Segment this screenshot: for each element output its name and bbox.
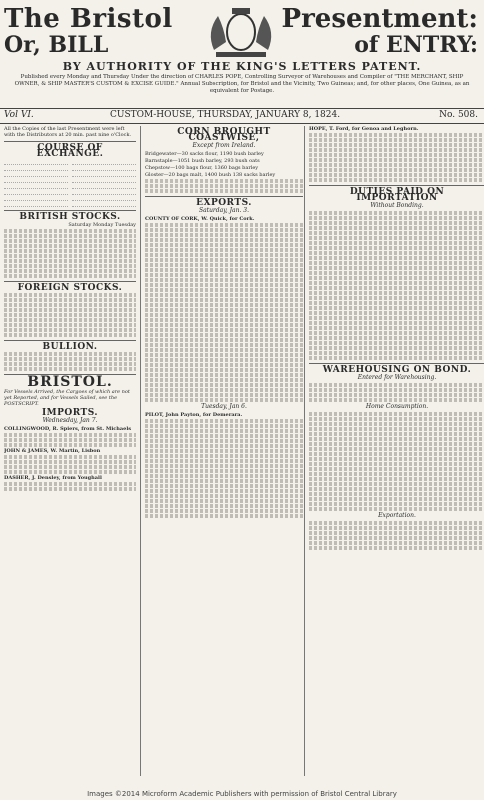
coast-heading: CORN BROUGHT COASTWISE,	[177, 127, 271, 143]
subtitle-left: Or, BILL	[4, 32, 109, 58]
imports-date: Wednesday, Jan 7.	[42, 417, 98, 424]
exportation-heading: Exportation.	[378, 512, 416, 519]
duties-subheading: Without Bonding.	[370, 202, 424, 209]
hope-ship: HOPE, T. Ford, for Genoa and Leghorn.	[309, 126, 419, 132]
issue-number: No. 508.	[439, 110, 478, 120]
bullion-heading: BULLION.	[42, 342, 98, 352]
masthead	[0, 0, 484, 58]
exchange-heading: COURSE OF EXCHANGE.	[36, 143, 104, 159]
warehousing-heading: WAREHOUSING ON BOND.	[322, 365, 472, 375]
copyright-footer: Images ©2014 Microform Academic Publishers with permission of Bristol Central Library	[87, 790, 397, 798]
volume-number: Vol VI.	[4, 110, 34, 120]
exports-ship: COUNTY OF CORK, W. Quick, for Cork.	[145, 216, 255, 222]
coast-line: Gloster—20 bags malt, 1400 bush 138 sacks barley	[145, 172, 276, 178]
subtitle-right: of ENTRY:	[354, 32, 478, 58]
coast-line: Bridgewater—30 sacks flour, 1190 bush barley	[145, 151, 264, 157]
pilot-ship: PILOT, John Payton, for Demerara.	[145, 412, 243, 418]
authority-line: BY AUTHORITY OF THE KING'S LETTERS PATENT.	[62, 60, 422, 73]
column-2	[140, 126, 303, 776]
coast-line: Chepstow—100 bags flour, 1360 bags barley	[145, 165, 259, 171]
notice: All the Copies of the last Presentment were left with the Distributors at 20 min. past nine o'Clock.	[4, 126, 132, 138]
foreign-stocks-heading: FOREIGN STOCKS.	[17, 283, 123, 293]
title-right: Presentment:	[281, 4, 478, 34]
publication-info: Published every Monday and Thursday Under the direction of CHARLES POPE, Controlling Surveyor of Warehouses and Compiler of "THE MERCHANT, SHIP OWNER, & SHIP MASTER'S CUSTOM & EXCISE GUIDE." Annual Subscription, for Bristol and the Vicinity, Two Guineas; and, for other places, One Guinea, as an equivalent for Postage.	[14, 74, 470, 94]
duties-heading: DUTIES PAID ON IMPORTATION	[349, 187, 445, 203]
stocks-columns: Saturday Monday Tuesday	[68, 222, 136, 228]
dateline: CUSTOM-HOUSE, THURSDAY, JANUARY 8, 1824.	[110, 110, 341, 120]
exports-date: Saturday, Jan. 3.	[198, 207, 250, 214]
bristol-heading: BRISTOL.	[27, 374, 113, 390]
column-3	[304, 126, 484, 776]
exchange-table	[4, 159, 136, 207]
exports-heading: EXPORTS.	[196, 198, 252, 208]
imports-heading: IMPORTS.	[41, 408, 99, 418]
volume-bar	[0, 108, 484, 124]
coast-line: Barnstaple—1051 bush barley, 293 bush oats	[145, 158, 260, 164]
coast-subheading: Except from Ireland.	[192, 142, 256, 149]
arrival-note: For Vessels Arrived, the Cargoes of which are not yet Reported, and for Vessels Sailed, see the POSTSCRIPT.	[4, 389, 130, 407]
british-stocks-heading: BRITISH STOCKS.	[19, 212, 121, 222]
title-left: The Bristol	[4, 4, 173, 34]
import-entry: DASHER, J. Densley, from Youghall	[4, 475, 102, 481]
import-entry: JOHN & JAMES, W. Martin, Lisbon	[4, 448, 101, 454]
royal-crest-icon	[196, 2, 286, 62]
warehousing-subheading: Entered for Warehousing.	[357, 374, 437, 381]
home-consumption-heading: Home Consumption.	[365, 403, 429, 410]
tuesday-date: Tuesday, Jan 6.	[201, 403, 247, 410]
import-entry: COLLINGWOOD, R. Spiers, from St. Michaels	[4, 426, 132, 432]
column-1	[4, 126, 136, 776]
